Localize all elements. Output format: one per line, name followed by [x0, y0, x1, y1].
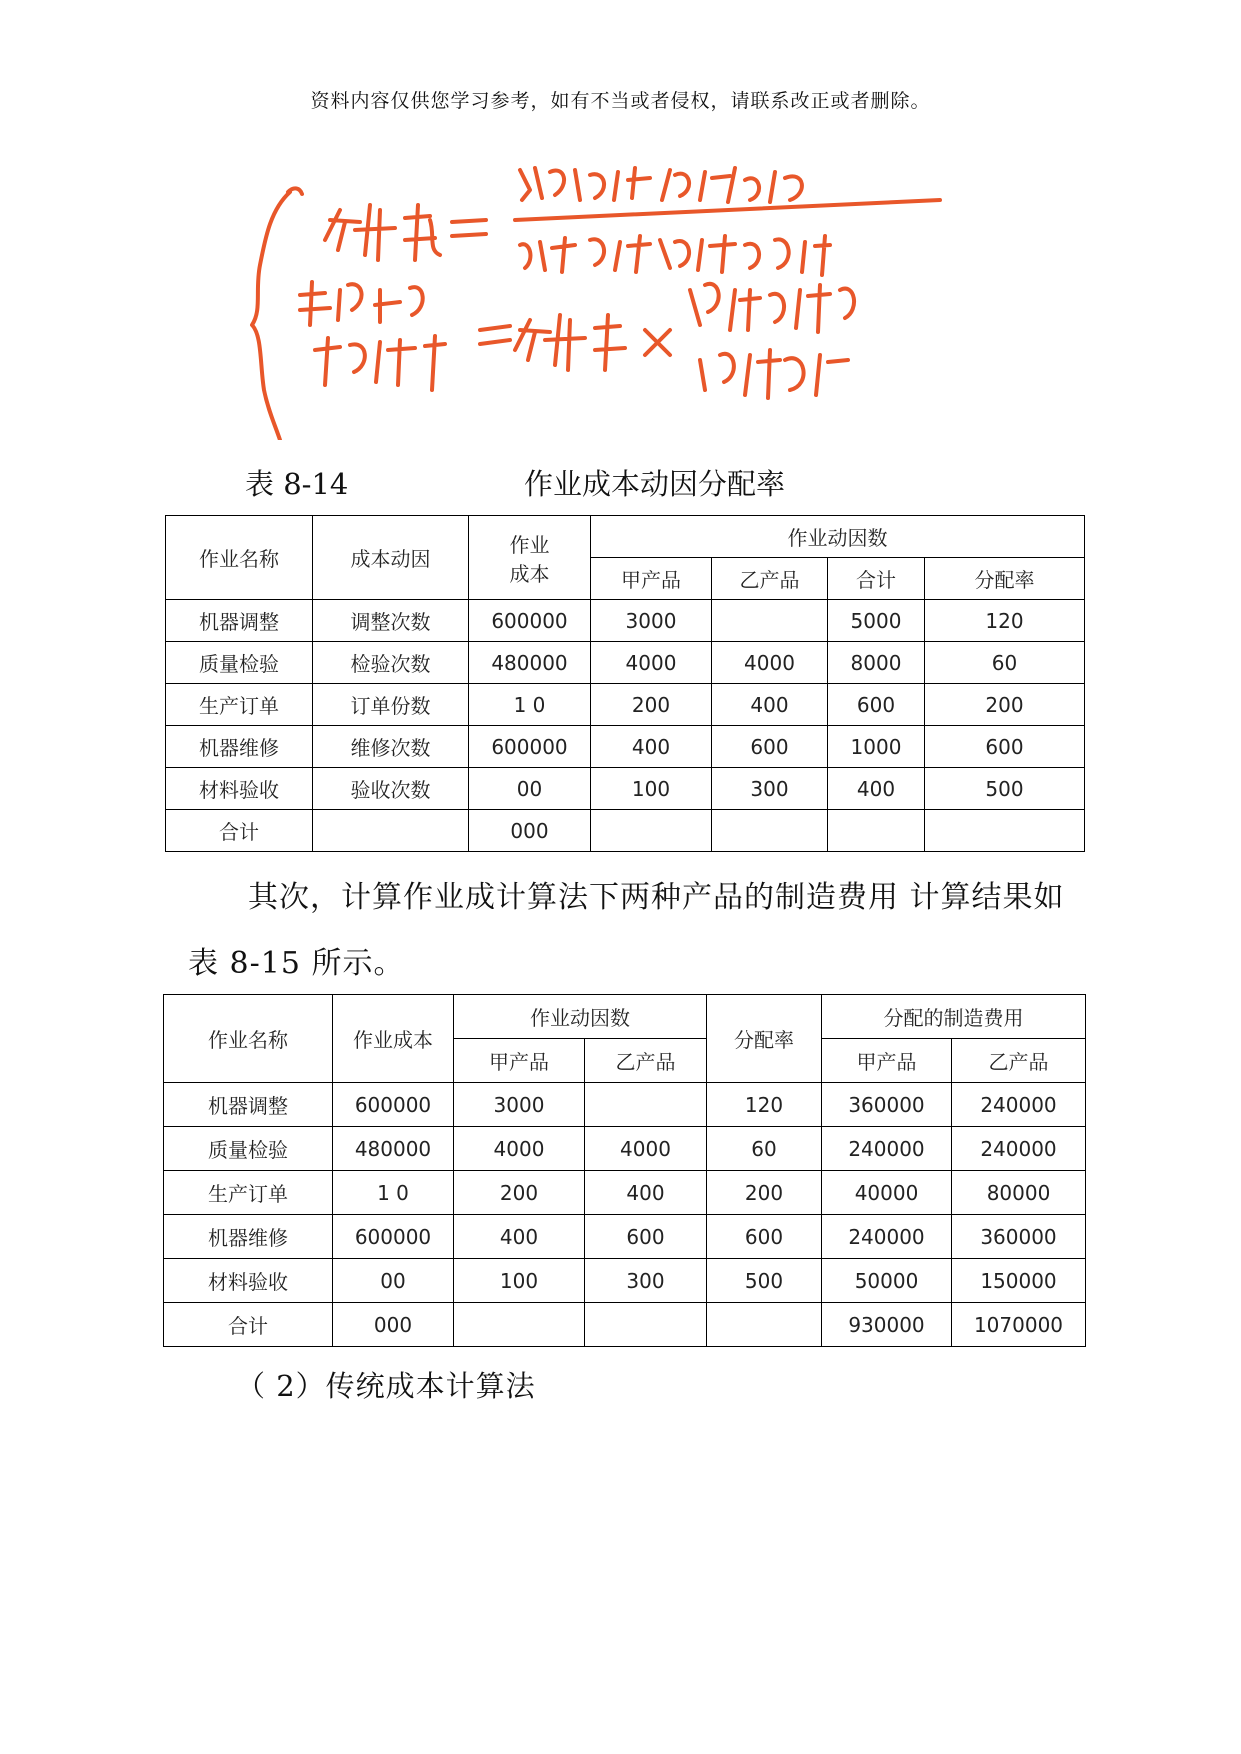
table1-caption-number: 表 8-14 — [245, 467, 349, 501]
cell: 订单份数 — [313, 684, 469, 726]
table-row — [166, 600, 1085, 642]
table-row — [164, 1215, 1086, 1259]
header-activity-name: 作业名称 — [164, 995, 333, 1083]
header-cost-driver: 成本动因 — [313, 516, 469, 600]
cell: 400 — [591, 726, 712, 768]
cell: 360000 — [822, 1083, 952, 1127]
cell: 100 — [591, 768, 712, 810]
header-activity-name: 作业名称 — [166, 516, 313, 600]
cell: 360000 — [952, 1215, 1086, 1259]
cell: 240000 — [822, 1127, 952, 1171]
cell — [712, 810, 828, 852]
header-allocated-a: 甲产品 — [822, 1039, 952, 1083]
paragraph-line1: 其次，计算作业成计算法下两种产品的制造费用 计算结果如 — [248, 880, 1065, 915]
table-row-total — [166, 810, 1085, 852]
cell: 150000 — [952, 1259, 1086, 1303]
cell: 1 0 — [333, 1171, 454, 1215]
cell: 120 — [707, 1083, 822, 1127]
cell: 4000 — [591, 642, 712, 684]
cell: 生产订单 — [166, 684, 313, 726]
cell — [585, 1303, 707, 1347]
table-row-total — [164, 1303, 1086, 1347]
cell: 120 — [925, 600, 1085, 642]
cell: 维修次数 — [313, 726, 469, 768]
cell: 合计 — [166, 810, 313, 852]
table-row — [166, 684, 1085, 726]
table-row — [166, 642, 1085, 684]
table-row — [164, 1171, 1086, 1215]
cell: 质量检验 — [166, 642, 313, 684]
cell: 300 — [585, 1259, 707, 1303]
header-product-b: 乙产品 — [712, 558, 828, 600]
cell: 3000 — [454, 1083, 585, 1127]
cell: 60 — [925, 642, 1085, 684]
cell: 机器调整 — [164, 1083, 333, 1127]
page-header-disclaimer: 资料内容仅供您学习参考，如有不当或者侵权，请联系改正或者删除。 — [310, 90, 931, 112]
cell: 材料验收 — [164, 1259, 333, 1303]
cell: 4000 — [585, 1127, 707, 1171]
table-row — [166, 768, 1085, 810]
cell: 生产订单 — [164, 1171, 333, 1215]
cell: 240000 — [952, 1083, 1086, 1127]
paragraph-line2: 表 8-15 所示。 — [188, 946, 405, 981]
cell: 480000 — [333, 1127, 454, 1171]
cell: 600000 — [469, 600, 591, 642]
cell — [828, 810, 925, 852]
cell: 40000 — [822, 1171, 952, 1215]
section-heading-traditional-costing: （ 2）传统成本计算法 — [236, 1369, 536, 1403]
cell: 机器维修 — [166, 726, 313, 768]
cell: 200 — [925, 684, 1085, 726]
cell: 300 — [712, 768, 828, 810]
cell: 8000 — [828, 642, 925, 684]
activity-driver-rate-table — [165, 515, 1085, 852]
allocated-overhead-table — [163, 994, 1086, 1347]
cell: 600 — [585, 1215, 707, 1259]
header-total: 合计 — [828, 558, 925, 600]
cell: 机器调整 — [166, 600, 313, 642]
cell: 4000 — [712, 642, 828, 684]
cell: 质量检验 — [164, 1127, 333, 1171]
header-activity-cost: 作业成本 — [333, 995, 454, 1083]
cell: 00 — [333, 1259, 454, 1303]
table-row — [166, 726, 1085, 768]
cell — [712, 600, 828, 642]
cell: 1070000 — [952, 1303, 1086, 1347]
cell: 1000 — [828, 726, 925, 768]
cell: 480000 — [469, 642, 591, 684]
cell: 600 — [828, 684, 925, 726]
cell — [454, 1303, 585, 1347]
cell: 240000 — [822, 1215, 952, 1259]
cell: 240000 — [952, 1127, 1086, 1171]
header-driver-count: 作业动因数 — [591, 516, 1085, 558]
cell: 材料验收 — [166, 768, 313, 810]
cell: 验收次数 — [313, 768, 469, 810]
table-row — [164, 1259, 1086, 1303]
table-row — [164, 1083, 1086, 1127]
cell: 600 — [925, 726, 1085, 768]
cell: 400 — [828, 768, 925, 810]
header-product-a: 甲产品 — [591, 558, 712, 600]
cell: 000 — [333, 1303, 454, 1347]
header-allocated-overhead: 分配的制造费用 — [822, 995, 1086, 1039]
header-allocated-b: 乙产品 — [952, 1039, 1086, 1083]
cell: 600 — [707, 1215, 822, 1259]
cell — [707, 1303, 822, 1347]
cell — [313, 810, 469, 852]
handwritten-formula-icon — [230, 150, 1030, 440]
header-product-b: 乙产品 — [585, 1039, 707, 1083]
cell: 合计 — [164, 1303, 333, 1347]
cell: 600000 — [333, 1083, 454, 1127]
table-row — [164, 1127, 1086, 1171]
cell: 调整次数 — [313, 600, 469, 642]
cell: 000 — [469, 810, 591, 852]
cell: 200 — [454, 1171, 585, 1215]
cell: 100 — [454, 1259, 585, 1303]
cell: 600 — [712, 726, 828, 768]
header-product-a: 甲产品 — [454, 1039, 585, 1083]
header-rate: 分配率 — [707, 995, 822, 1083]
header-rate: 分配率 — [925, 558, 1085, 600]
cell: 600000 — [469, 726, 591, 768]
cell: 400 — [454, 1215, 585, 1259]
cell: 5000 — [828, 600, 925, 642]
cell: 4000 — [454, 1127, 585, 1171]
cell: 3000 — [591, 600, 712, 642]
cell: 1 0 — [469, 684, 591, 726]
cell — [591, 810, 712, 852]
cell: 200 — [591, 684, 712, 726]
cell: 80000 — [952, 1171, 1086, 1215]
cell: 机器维修 — [164, 1215, 333, 1259]
cell: 500 — [925, 768, 1085, 810]
cell: 500 — [707, 1259, 822, 1303]
header-activity-cost — [469, 516, 591, 600]
cell: 930000 — [822, 1303, 952, 1347]
header-activity-cost-line2: 成本 — [509, 561, 550, 586]
cell — [585, 1083, 707, 1127]
cell: 00 — [469, 768, 591, 810]
cell: 200 — [707, 1171, 822, 1215]
cell: 600000 — [333, 1215, 454, 1259]
cell: 60 — [707, 1127, 822, 1171]
cell — [925, 810, 1085, 852]
header-driver-count: 作业动因数 — [454, 995, 707, 1039]
cell: 400 — [585, 1171, 707, 1215]
table1-caption-title: 作业成本动因分配率 — [524, 467, 786, 501]
cell: 检验次数 — [313, 642, 469, 684]
cell: 50000 — [822, 1259, 952, 1303]
header-activity-cost-line1: 作业 — [509, 532, 550, 557]
cell: 400 — [712, 684, 828, 726]
